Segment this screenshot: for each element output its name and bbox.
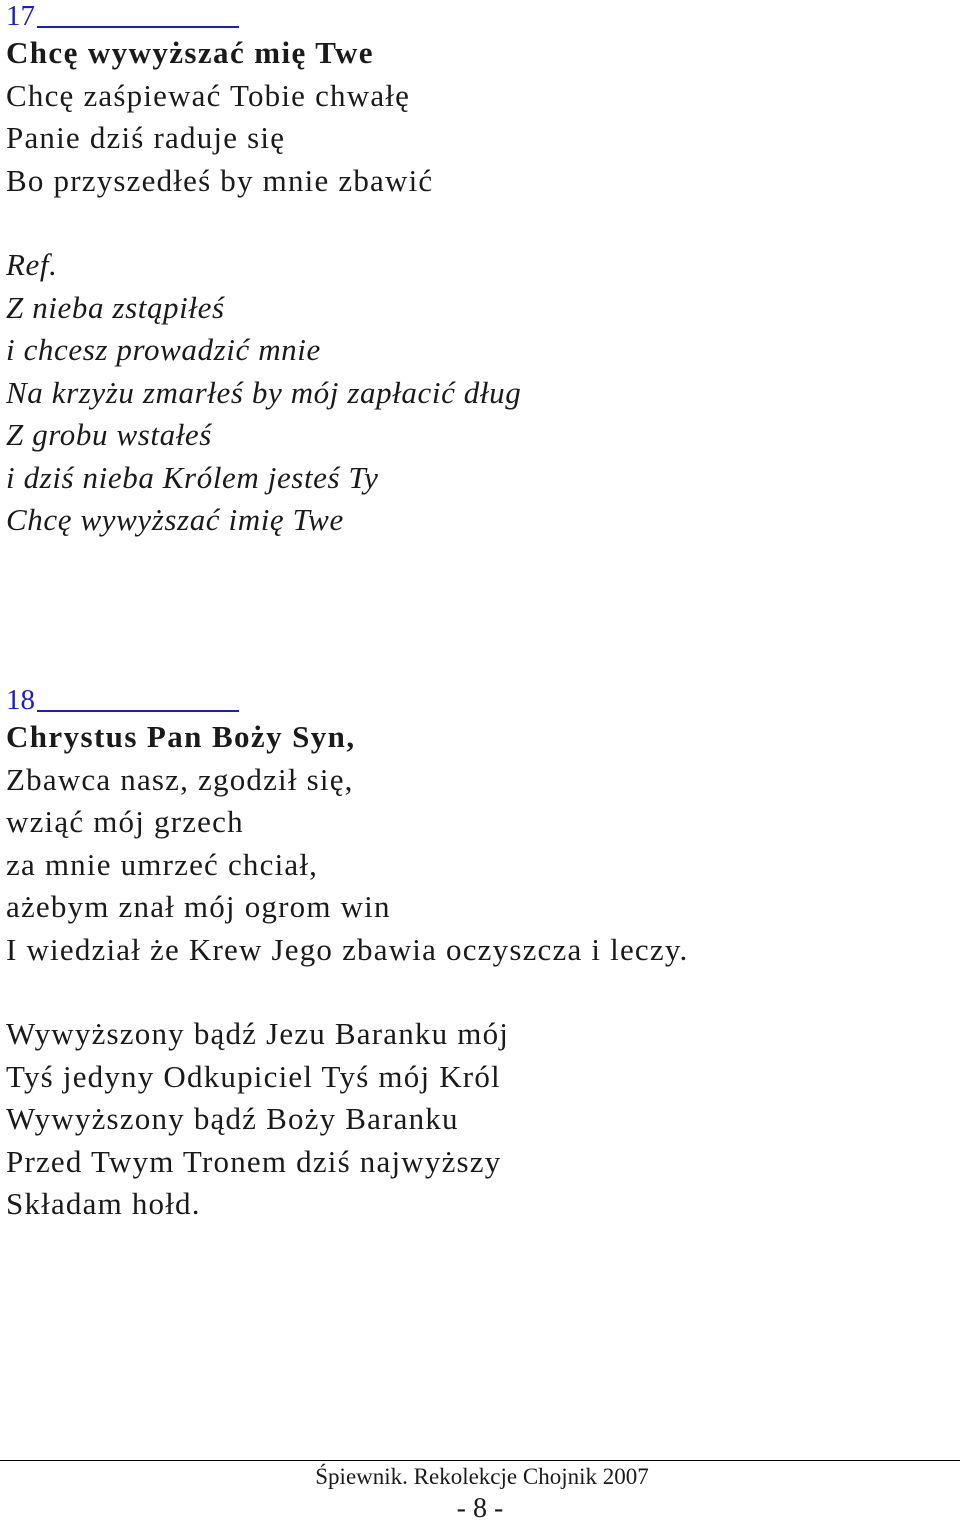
song-17 <box>6 0 521 542</box>
lyric-line: ażebym znał mój ogrom win <box>6 889 391 924</box>
song-number-label: 17 <box>6 0 35 32</box>
lyric-line: Bo przyszedłeś by mnie zbawić <box>6 162 434 198</box>
number-rule <box>37 710 239 712</box>
stanza-gap <box>6 971 688 1013</box>
refrain-line: i chcesz prowadzić mnie <box>6 332 321 367</box>
song-18 <box>6 684 688 1226</box>
chorus-line: Wywyższony bądź Jezu Baranku mój <box>6 1016 510 1051</box>
chorus-line: Przed Twym Tronem dziś najwyższy <box>6 1143 502 1179</box>
chorus-line: Tyś jedyny Odkupiciel Tyś mój Król <box>6 1058 501 1094</box>
lyric-line: Zbawca nasz, zgodził się, <box>6 761 354 797</box>
song-title: Chcę wywyższać mię Twe <box>6 35 374 70</box>
footer-title <box>0 1462 960 1492</box>
refrain-line: Z grobu wstałeś <box>6 417 212 452</box>
lyric-line: za mnie umrzeć chciał, <box>6 846 319 882</box>
number-rule <box>37 26 239 28</box>
lyric-line: I wiedział że Krew Jego zbawia oczyszcza i leczy. <box>6 931 689 967</box>
chorus-line: Wywyższony bądź Boży Baranku <box>6 1101 459 1136</box>
footer-rule <box>0 1460 960 1461</box>
refrain-label: Ref. <box>6 247 58 282</box>
song-number <box>6 0 521 32</box>
stanza-gap <box>6 202 521 244</box>
refrain-line: i dziś nieba Królem jesteś Ty <box>6 459 379 495</box>
song-number-label: 18 <box>6 684 35 716</box>
song-title: Chrystus Pan Boży Syn, <box>6 719 356 754</box>
lyric-line: Panie dziś raduje się <box>6 120 286 155</box>
page-number: - 8 - <box>456 1493 504 1524</box>
lyric-line: Chcę zaśpiewać Tobie chwałę <box>6 77 411 113</box>
refrain-line: Chcę wywyższać imię Twe <box>6 502 344 537</box>
chorus-line: Składam hołd. <box>6 1186 201 1221</box>
lyric-line: wziąć mój grzech <box>6 804 244 839</box>
refrain-line: Na krzyżu zmarłeś by mój zapłacić dług <box>6 374 522 410</box>
refrain-line: Z nieba zstąpiłeś <box>6 289 225 325</box>
footer-title-text: Śpiewnik. Rekolekcje Chojnik 2007 <box>315 1464 649 1489</box>
song-number <box>6 684 688 716</box>
